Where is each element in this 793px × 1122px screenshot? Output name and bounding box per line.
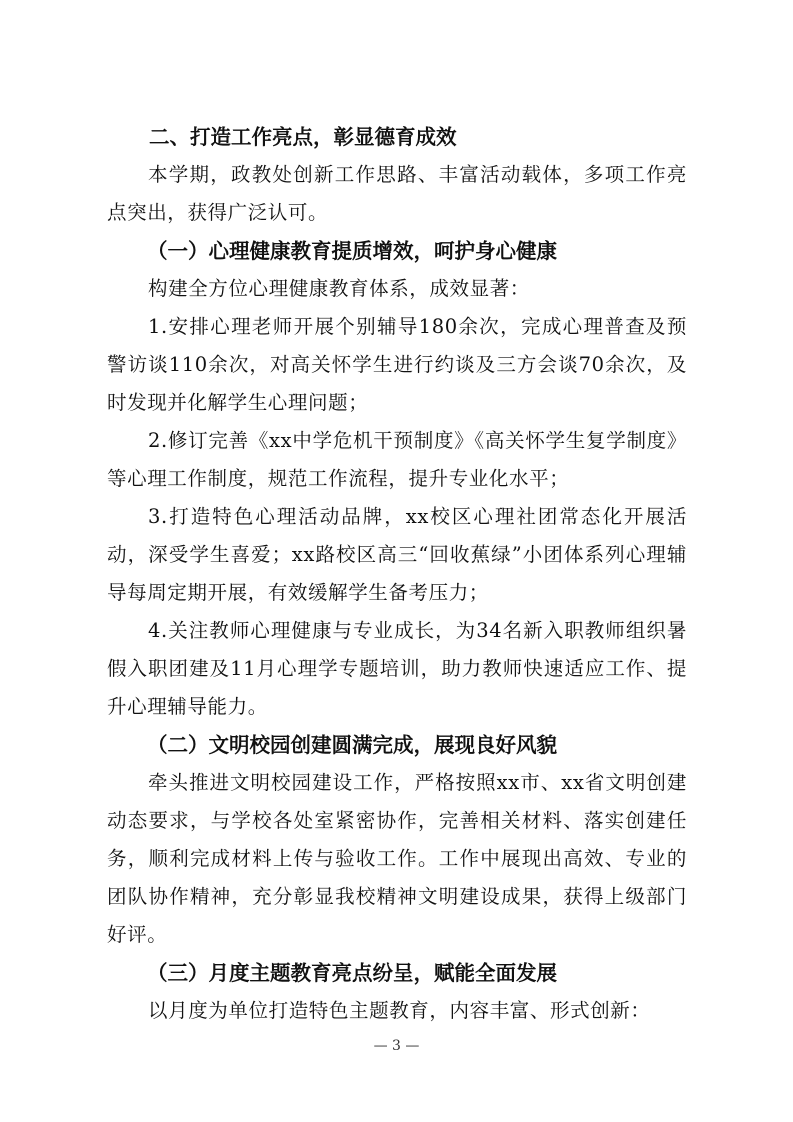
subsection-1-title: （一）心理健康教育提质增效，呵护身心健康 bbox=[147, 239, 557, 263]
subsection-2-title: （二）文明校园创建圆满完成，展现良好风貌 bbox=[147, 733, 557, 757]
subsection-2-paragraph: 牵头推进文明校园建设工作，严格按照xx市、xx省文明创建动态要求，与学校各处室紧密协作，完善相关材料、落实创建任务，顺利完成材料上传与验收工作。工作中展现出高效、专业的团队协作精神，充分彰显我校精神文明建设成果，获得上级部门好评。 bbox=[107, 771, 687, 946]
list-item: 2.修订完善《xx中学危机干预制度》《高关怀学生复学制度》等心理工作制度，规范工作流程，提升专业化水平； bbox=[107, 429, 687, 490]
section-heading: 二、打造工作亮点，彰显德育成效 bbox=[149, 125, 457, 149]
subsection-1-lead: 构建全方位心理健康教育体系，成效显著： bbox=[148, 277, 530, 300]
subsection-3-lead: 以月度为单位打造特色主题教育，内容丰富、形式创新： bbox=[148, 999, 651, 1022]
list-item: 1.安排心理老师开展个别辅导180余次，完成心理普查及预警访谈110余次，对高关怀学生进行约谈及三方会谈70余次，及时发现并化解学生心理问题； bbox=[107, 315, 687, 414]
intro-paragraph: 本学期，政教处创新工作思路、丰富活动载体，多项工作亮点突出，获得广泛认可。 bbox=[107, 163, 687, 224]
document-page bbox=[107, 118, 687, 1030]
subsection-3-title: （三）月度主题教育亮点纷呈，赋能全面发展 bbox=[147, 961, 557, 985]
list-item: 3.打造特色心理活动品牌，xx校区心理社团常态化开展活动，深受学生喜爱；xx路校区高三“回收蕉绿”小团体系列心理辅导每周定期开展，有效缓解学生备考压力； bbox=[107, 505, 687, 604]
page-number: — 3 — bbox=[373, 1038, 420, 1054]
list-item: 4.关注教师心理健康与专业成长，为34名新入职教师组织暑假入职团建及11月心理学专题培训，助力教师快速适应工作、提升心理辅导能力。 bbox=[107, 619, 687, 718]
